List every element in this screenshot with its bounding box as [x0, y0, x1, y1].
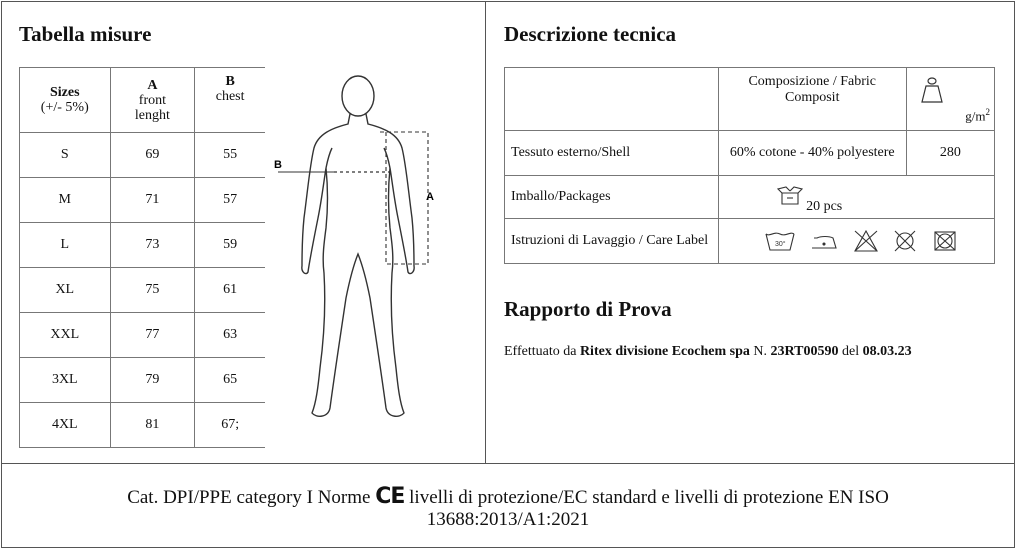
size-table [19, 67, 265, 448]
col-header-sizes-sub: (+/- 5%) [40, 100, 89, 115]
front-length-cell: 79 [110, 358, 195, 403]
table-row [20, 223, 266, 268]
iron-low-icon [809, 230, 839, 252]
col-header-b [195, 68, 265, 133]
report-date: 08.03.23 [862, 344, 912, 359]
packages-label: Imballo/Packages [505, 176, 719, 219]
weight-header [906, 68, 994, 131]
shell-composition: 60% cotone - 40% polyestere [718, 131, 906, 176]
table-row [505, 219, 995, 264]
footer-standards [2, 486, 1014, 531]
size-cell: 4XL [20, 403, 111, 448]
packages-value: 20 pcs [806, 198, 843, 214]
table-row [20, 133, 266, 178]
label-b: B [274, 159, 282, 171]
size-table-title: Tabella misure [19, 22, 152, 46]
front-length-box [380, 132, 428, 264]
footer-line1-post: livelli di protezione/EC standard e livelli di protezione EN ISO [404, 487, 889, 508]
table-row [20, 313, 266, 358]
no-tumble-dry-icon [892, 229, 918, 253]
col-header-a [110, 68, 195, 133]
wash-temp: 30° [774, 241, 786, 248]
chest-cell: 65 [195, 358, 265, 403]
chest-cell: 61 [195, 268, 265, 313]
report-company: Ritex divisione Ecochem spa [579, 344, 750, 359]
front-length-cell: 81 [110, 403, 195, 448]
weight-unit-text: g/m [965, 108, 986, 123]
size-cell: S [20, 133, 111, 178]
chest-cell: 55 [195, 133, 265, 178]
report-number: 23RT00590 [770, 344, 839, 359]
scale-weight-icon [919, 76, 945, 106]
chest-cell: 57 [195, 178, 265, 223]
table-row [20, 358, 266, 403]
table-row [20, 178, 266, 223]
care-icons [718, 219, 994, 264]
wash-30-icon [764, 230, 796, 252]
col-header-a-sub: front lenght [134, 92, 170, 123]
chest-cell: 59 [195, 223, 265, 268]
report-prefix: Effettuato da [504, 344, 580, 359]
footer-line-1 [2, 486, 1014, 509]
front-length-cell: 77 [110, 313, 195, 358]
body-measurement-figure [268, 68, 468, 428]
col-header-sizes [20, 68, 111, 133]
horizontal-divider [2, 463, 1014, 464]
vertical-divider [485, 2, 486, 464]
size-cell: XL [20, 268, 111, 313]
tech-desc-title: Descrizione tecnica [504, 22, 677, 46]
box-package-icon [777, 186, 803, 206]
table-row [505, 176, 995, 219]
footer-line1-pre: Cat. DPI/PPE category I Norme [127, 487, 376, 508]
label-a: A [426, 191, 434, 203]
front-length-cell: 73 [110, 223, 195, 268]
col-header-b-title: B [225, 74, 235, 89]
report-title: Rapporto di Prova [504, 297, 672, 321]
table-row [20, 403, 266, 448]
no-bleach-icon [853, 229, 879, 253]
front-length-cell: 69 [110, 133, 195, 178]
table-row [505, 131, 995, 176]
body-outline [302, 76, 414, 416]
chest-cell: 63 [195, 313, 265, 358]
tech-desc-header-row [505, 68, 995, 131]
footer-line-2: 13688:2013/A1:2021 [426, 509, 590, 530]
col-header-sizes-title: Sizes [49, 85, 80, 100]
shell-label: Tessuto esterno/Shell [505, 131, 719, 176]
col-header-b-sub: chest [215, 89, 245, 104]
chest-cell: 67; [195, 403, 265, 448]
front-length-cell: 75 [110, 268, 195, 313]
report-n-label: N. [749, 344, 771, 359]
front-length-cell: 71 [110, 178, 195, 223]
shell-weight: 280 [906, 131, 994, 176]
size-cell: XXL [20, 313, 111, 358]
report-del-label: del [838, 344, 863, 359]
tech-desc-table [504, 67, 995, 264]
size-cell: M [20, 178, 111, 223]
ce-mark: CE [375, 484, 405, 509]
report-text [504, 344, 912, 360]
table-row [20, 268, 266, 313]
size-cell: L [20, 223, 111, 268]
weight-unit-sup: 2 [985, 106, 990, 117]
no-dry-clean-icon [932, 229, 958, 253]
empty-header-cell [505, 68, 719, 131]
weight-unit [965, 107, 990, 124]
col-header-a-title: A [147, 77, 158, 93]
care-label: Istruzioni di Lavaggio / Care Label [505, 219, 719, 264]
packages-cell [718, 176, 994, 219]
composition-header: Composizione / Fabric Composit [718, 68, 906, 131]
size-cell: 3XL [20, 358, 111, 403]
size-table-header [20, 68, 266, 133]
